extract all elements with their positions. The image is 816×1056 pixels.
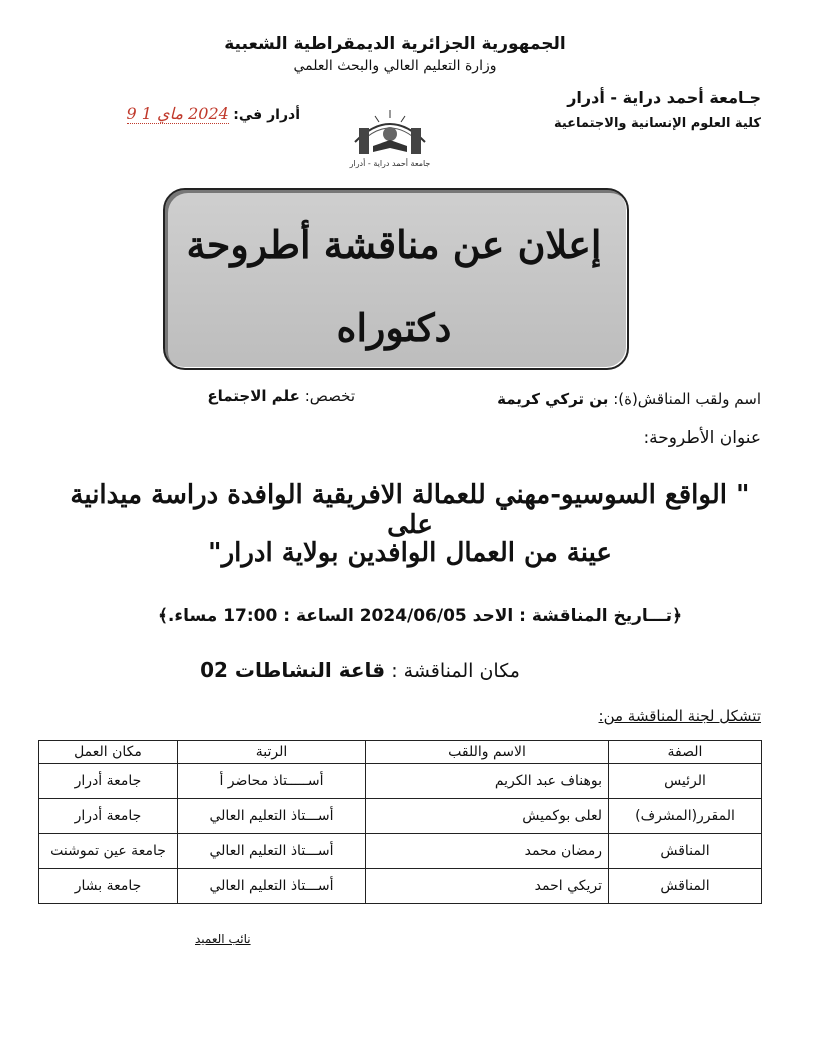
table-row — [39, 834, 762, 869]
venue-label: مكان المناقشة : — [391, 660, 520, 682]
defense-date: ﴿تـــاريخ المناقشة : الاحد 2024/06/05 الساعة : 17:00 مساء.﴾ — [157, 606, 683, 626]
university-name: جـامعة أحمد دراية - أدرار — [567, 88, 761, 107]
name-cell: تريكي احمد — [366, 869, 609, 904]
university-logo — [345, 100, 435, 172]
specialty-label: تخصص: — [304, 387, 355, 405]
name-cell: لعلى بوكميش — [366, 799, 609, 834]
announcement-title: إعلان عن مناقشة أطروحة — [186, 222, 602, 267]
handwritten-date: 2024 ماي 1 9 — [126, 104, 229, 123]
republic-heading: الجمهورية الجزائرية الديمقراطية الشعبية — [224, 34, 566, 54]
rank-cell: أســـتاذ التعليم العالي — [178, 869, 366, 904]
header-rank: الرتبة — [178, 741, 366, 764]
table-header-row — [39, 741, 762, 764]
role-cell: المناقش — [609, 834, 762, 869]
thesis-title-line-2: عينة من العمال الوافدين بولاية ادرار" — [208, 538, 612, 568]
role-cell: المقرر(المشرف) — [609, 799, 762, 834]
workplace-cell: جامعة بشار — [39, 869, 178, 904]
degree-title: دكتوراه — [336, 305, 452, 350]
candidate-line — [497, 390, 761, 408]
committee-label: تتشكل لجنة المناقشة من: — [598, 707, 761, 725]
ministry-heading: وزارة التعليم العالي والبحث العلمي — [293, 58, 497, 74]
header-name: الاسم واللقب — [366, 741, 609, 764]
faculty-name: كلية العلوم الإنسانية والاجتماعية — [553, 116, 761, 131]
table-row — [39, 764, 762, 799]
name-cell: رمضان محمد — [366, 834, 609, 869]
committee-table — [38, 740, 762, 904]
logo-caption: جامعة أحمد دراية - أدرار — [349, 159, 431, 168]
name-cell: بوهناف عبد الكريم — [366, 764, 609, 799]
header-role: الصفة — [609, 741, 762, 764]
candidate-label: اسم ولقب المناقش(ة): — [613, 390, 761, 408]
workplace-cell: جامعة عين تموشنت — [39, 834, 178, 869]
venue-line — [150, 658, 570, 682]
specialty-value: علم الاجتماع — [207, 387, 300, 405]
thesis-title-label: عنوان الأطروحة: — [643, 428, 761, 448]
header-workplace: مكان العمل — [39, 741, 178, 764]
place-label: أدرار في: — [233, 107, 300, 123]
role-cell: الرئيس — [609, 764, 762, 799]
thesis-title-line-1: " الواقع السوسيو-مهني للعمالة الافريقية الوافدة دراسة ميدانية على — [70, 480, 750, 540]
venue-value: قاعة النشاطات 02 — [200, 658, 386, 682]
rank-cell: أســـتاذ التعليم العالي — [178, 799, 366, 834]
date-line — [100, 104, 300, 123]
rank-cell: أســـتاذ التعليم العالي — [178, 834, 366, 869]
candidate-name: بن تركي كريمة — [497, 390, 609, 408]
table-row — [39, 799, 762, 834]
table-row — [39, 869, 762, 904]
rank-cell: أســـــتاذ محاضر أ — [178, 764, 366, 799]
signature-label: نائب العميد — [195, 932, 251, 946]
role-cell: المناقش — [609, 869, 762, 904]
specialty-line — [135, 387, 355, 405]
workplace-cell: جامعة أدرار — [39, 799, 178, 834]
workplace-cell: جامعة أدرار — [39, 764, 178, 799]
